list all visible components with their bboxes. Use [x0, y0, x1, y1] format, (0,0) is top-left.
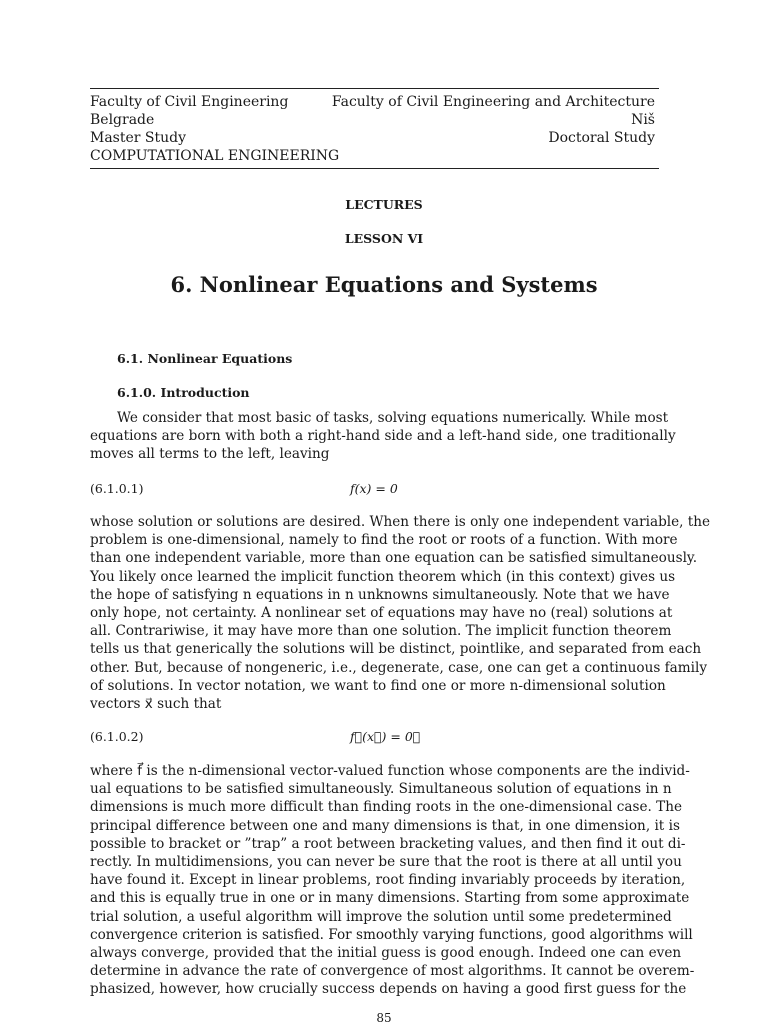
header-left-block	[90, 93, 339, 165]
text-line: and this is equally true in one or in many dimensions. Starting from some approximate	[90, 890, 690, 907]
text-line: other. But, because of nongeneric, i.e., degenerate, case, one can get a continuous family	[90, 659, 708, 676]
subsection-heading: 6.1.0. Introduction	[117, 385, 250, 400]
text-line: rectly. In multidimensions, you can never be sure that the root is there at all until you	[90, 854, 682, 871]
text-line: vectors x⃗ such that	[90, 696, 222, 713]
lesson-label: LESSON VI	[344, 231, 424, 246]
equation: f(x) = 0	[350, 481, 398, 496]
header-right-line: Niš	[631, 112, 655, 128]
chapter-title: 6. Nonlinear Equations and Systems	[170, 272, 598, 297]
page-number: 85	[376, 1011, 392, 1025]
text-line: possible to bracket or ”trap” a root between bracketing values, and then find it out di-	[90, 835, 686, 852]
equation: f⃗(x⃗) = 0⃗	[350, 729, 421, 744]
text-line: convergence criterion is satisfied. For smoothly varying functions, good algorithms will	[90, 926, 693, 943]
text-line: where f⃗ is the n-dimensional vector-valued function whose components are the individ-	[90, 763, 690, 779]
paragraph-body	[90, 513, 711, 713]
equation-number: (6.1.0.1)	[90, 481, 144, 496]
header-top-rule	[90, 88, 659, 89]
text-line: equations are born with both a right-hand side and a left-hand side, one traditionally	[90, 428, 676, 445]
text-line: all. Contrariwise, it may have more than one solution. The implicit function theorem	[90, 623, 672, 640]
text-line: the hope of satisfying n equations in n unknowns simultaneously. Note that we have	[90, 586, 670, 603]
header-left-line: Master Study	[90, 130, 187, 146]
text-line: determine in advance the rate of convergence of most algorithms. It cannot be overem-	[90, 963, 695, 980]
text-line: than one independent variable, more than one equation can be satisfied simultaneously.	[90, 550, 698, 567]
text-line: always converge, provided that the initial guess is good enough. Indeed one can even	[90, 945, 682, 962]
header-right-line: Faculty of Civil Engineering and Architecture	[331, 94, 655, 110]
paragraph-intro	[90, 409, 676, 464]
paragraph-body	[90, 762, 695, 999]
text-line: principal difference between one and many dimensions is that, in one dimension, it is	[90, 817, 680, 834]
text-line: We consider that most basic of tasks, solving equations numerically. While most	[117, 410, 669, 426]
text-line: tells us that generically the solutions will be distinct, pointlike, and separated from each	[90, 641, 702, 658]
text-line: You likely once learned the implicit function theorem which (in this context) gives us	[90, 568, 676, 585]
text-line: whose solution or solutions are desired. When there is only one independent variable, the	[90, 514, 711, 530]
header-right-line: Doctoral Study	[548, 130, 655, 146]
header-bottom-rule	[90, 168, 659, 169]
text-line: moves all terms to the left, leaving	[90, 446, 330, 463]
text-line: problem is one-dimensional, namely to find the root or roots of a function. With more	[90, 532, 678, 549]
text-line: of solutions. In vector notation, we want to find one or more n-dimensional solution	[90, 677, 666, 694]
text-line: trial solution, a useful algorithm will improve the solution until some predetermined	[90, 908, 672, 925]
header-right-block	[332, 93, 655, 147]
section-heading: 6.1. Nonlinear Equations	[117, 351, 293, 366]
equation-number: (6.1.0.2)	[90, 729, 144, 744]
header-left-line: COMPUTATIONAL ENGINEERING	[90, 148, 340, 164]
lectures-label: LECTURES	[345, 197, 423, 212]
header-left-line: Belgrade	[90, 112, 155, 128]
text-line: ual equations to be satisfied simultaneously. Simultaneous solution of equations in n	[90, 781, 672, 798]
text-line: have found it. Except in linear problems, root finding invariably proceeds by iteration,	[90, 872, 686, 889]
text-line: dimensions is much more difficult than finding roots in the one-dimensional case. The	[90, 799, 683, 816]
text-line: only hope, not certainty. A nonlinear set of equations may have no (real) solutions at	[90, 605, 673, 622]
text-line: phasized, however, how crucially success depends on having a good first guess for the	[90, 981, 687, 998]
header-left-line: Faculty of Civil Engineering	[90, 94, 289, 110]
